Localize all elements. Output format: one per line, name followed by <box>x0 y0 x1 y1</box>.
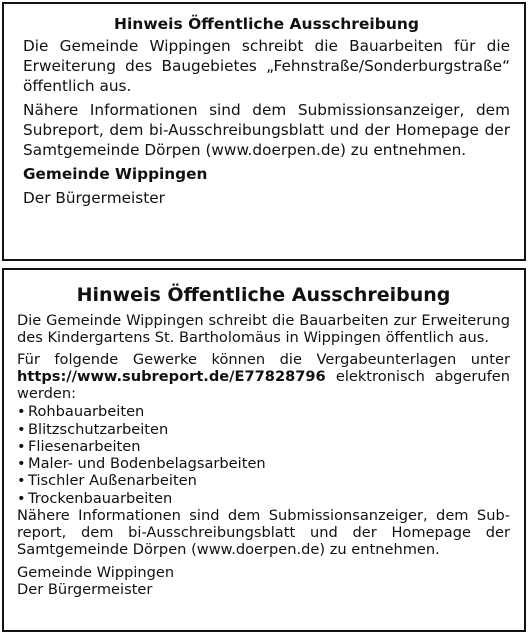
list-item: • Tischler Außenarbeiten <box>17 472 197 490</box>
bullet-icon: • <box>17 403 26 421</box>
bullet-icon: • <box>17 472 26 490</box>
bullet-icon: • <box>17 420 26 438</box>
signature-title: Der Bürgermeister <box>17 580 153 598</box>
notice-box-kindergarten <box>2 268 526 632</box>
notice-paragraph: Nähere Informationen sind dem Submissionsanzeiger, dem Subreport, dem bi-Ausschreibungsblatt und der Homepage der Samtgemeinde Dörpen (www.doerpen.de) zu entnehmen. <box>23 101 510 159</box>
list-item: • Trockenbauarbeiten <box>17 489 173 507</box>
works-list <box>17 403 510 506</box>
bullet-icon: • <box>17 489 26 507</box>
notice-box-road-works <box>2 2 526 261</box>
notice-title: Hinweis Öffentliche Ausschreibung <box>76 284 451 306</box>
paragraph-text: elektronisch abgerufen werden: <box>17 367 510 403</box>
list-item: • Fliesenarbeiten <box>17 437 141 455</box>
signature-organization: Gemeinde Wippingen <box>23 165 208 183</box>
notice-paragraph <box>17 351 510 403</box>
notice-title: Hinweis Öffentliche Ausschreibung <box>114 15 419 33</box>
notice-paragraph: Die Gemeinde Wippingen schreibt die Bauarbeiten zur Erweiterung des Kindergartens St. Bartholomäus in Wippingen öffentlich aus. <box>17 312 510 347</box>
notice-paragraph: Die Gemeinde Wippingen schreibt die Bauarbeiten für die Erweiterung des Baugebietes „Fehnstraße/Sonderburgstraße“ öffentlich aus. <box>23 37 510 95</box>
list-item: • Rohbauarbeiten <box>17 403 145 421</box>
signature-title: Der Bürgermeister <box>23 189 165 207</box>
list-item: • Blitzschutzarbeiten <box>17 420 169 438</box>
bullet-icon: • <box>17 455 26 473</box>
paragraph-text: Für folgende Gewerke können die Vergabeunterlagen unter <box>17 350 510 368</box>
signature-organization: Gemeinde Wippingen <box>17 563 175 581</box>
subreport-link[interactable]: https://www.subreport.de/E77828796 <box>17 367 326 385</box>
list-item: • Maler- und Bodenbelagsarbeiten <box>17 455 266 473</box>
notice-paragraph: Nähere Informationen sind dem Submissionsanzeiger, dem Subreport, dem bi-Ausschreibungsblatt und der Homepage der Samtgemeinde Dörpen (www.doerpen.de) zu entnehmen. <box>17 506 510 559</box>
bullet-icon: • <box>17 437 26 455</box>
